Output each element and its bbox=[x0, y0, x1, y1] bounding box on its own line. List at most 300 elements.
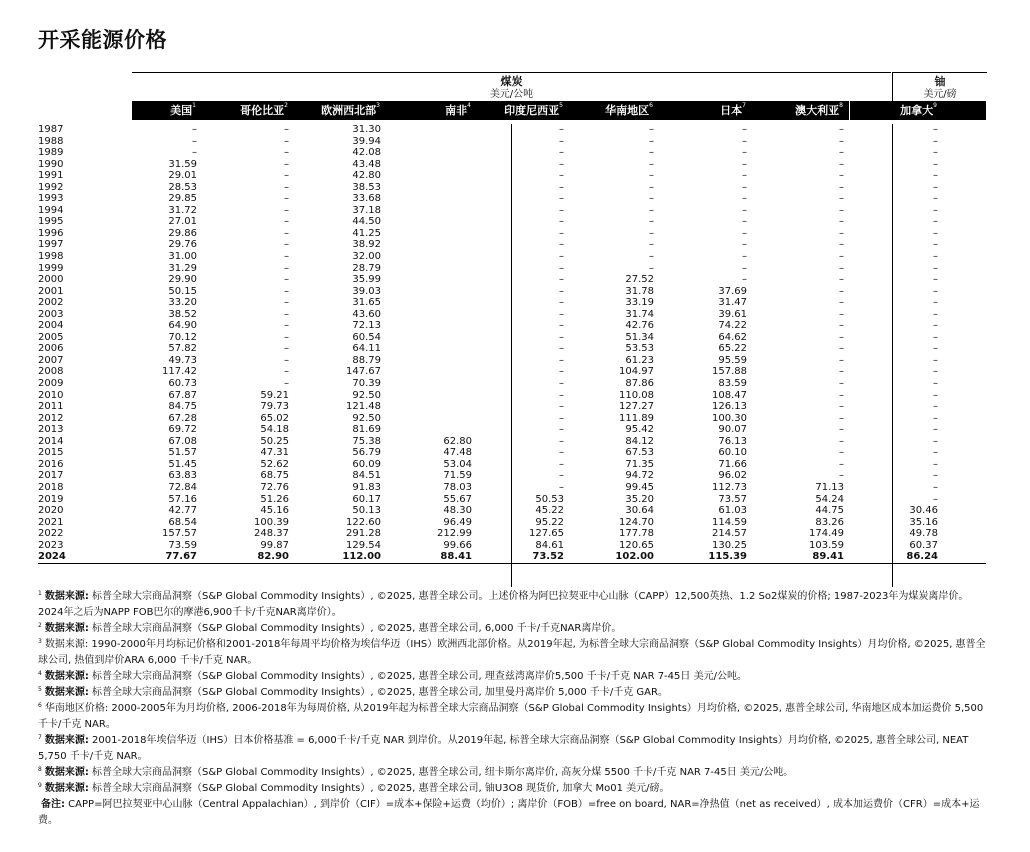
value-cell bbox=[386, 378, 477, 390]
value-cell: – bbox=[933, 181, 938, 193]
value-cell bbox=[386, 263, 477, 275]
year-cell: 2021 bbox=[38, 516, 64, 528]
value-cell: 64.62 bbox=[718, 331, 747, 343]
value-cell bbox=[386, 274, 477, 286]
value-cell: – bbox=[559, 193, 564, 205]
value-cell: – bbox=[839, 135, 844, 147]
footnote-number: 7 bbox=[38, 734, 42, 741]
value-cell bbox=[386, 366, 477, 378]
value-cell: 157.57 bbox=[162, 528, 197, 540]
table-row bbox=[38, 494, 986, 506]
year-cell: 2012 bbox=[38, 412, 64, 424]
value-cell: – bbox=[559, 435, 564, 447]
value-cell: 39.61 bbox=[718, 308, 747, 320]
value-cell: 83.26 bbox=[815, 516, 844, 528]
value-cell: 39.03 bbox=[352, 285, 381, 297]
value-cell: – bbox=[742, 239, 747, 251]
price-table bbox=[38, 124, 986, 564]
table-row bbox=[38, 170, 986, 182]
value-cell: 90.07 bbox=[718, 424, 747, 436]
value-cell: – bbox=[839, 366, 844, 378]
value-cell: 42.76 bbox=[625, 320, 654, 332]
value-cell: 47.31 bbox=[260, 447, 289, 459]
year-cell: 1992 bbox=[38, 181, 64, 193]
value-cell: – bbox=[192, 147, 197, 159]
value-cell: 65.22 bbox=[718, 343, 747, 355]
value-cell bbox=[386, 413, 477, 425]
value-cell: 248.37 bbox=[254, 528, 289, 540]
value-cell: 50.53 bbox=[535, 493, 564, 505]
value-cell: 73.57 bbox=[718, 493, 747, 505]
column-header-note: 8 bbox=[839, 102, 843, 109]
value-cell: 38.53 bbox=[352, 181, 381, 193]
value-cell: 117.42 bbox=[162, 366, 197, 378]
value-cell: 174.49 bbox=[809, 528, 844, 540]
column-header-note: 1 bbox=[192, 102, 196, 109]
value-cell: 104.97 bbox=[619, 366, 654, 378]
value-cell: – bbox=[649, 124, 654, 135]
value-cell: 127.27 bbox=[619, 401, 654, 413]
footnote-number: 9 bbox=[38, 782, 42, 789]
value-cell: – bbox=[559, 239, 564, 251]
value-cell: – bbox=[649, 193, 654, 205]
value-cell: 87.86 bbox=[625, 378, 654, 390]
value-cell: – bbox=[284, 262, 289, 274]
value-cell: – bbox=[933, 227, 938, 239]
value-cell: 92.50 bbox=[352, 389, 381, 401]
value-cell: – bbox=[839, 447, 844, 459]
value-cell: – bbox=[559, 170, 564, 182]
value-cell: – bbox=[559, 147, 564, 159]
year-cell: 2015 bbox=[38, 447, 64, 459]
year-cell: 2019 bbox=[38, 493, 64, 505]
value-cell: – bbox=[284, 170, 289, 182]
value-cell: – bbox=[284, 204, 289, 216]
value-cell: – bbox=[933, 320, 938, 332]
value-cell: 37.69 bbox=[718, 285, 747, 297]
footnote bbox=[38, 765, 986, 781]
column-header-label: 印度尼西亚 bbox=[504, 104, 560, 117]
value-cell: 88.41 bbox=[440, 551, 472, 563]
value-cell: – bbox=[559, 251, 564, 263]
value-cell: 115.39 bbox=[708, 551, 747, 563]
value-cell: 61.03 bbox=[718, 505, 747, 517]
value-cell: 45.16 bbox=[260, 505, 289, 517]
value-cell: 88.79 bbox=[352, 354, 381, 366]
value-cell: – bbox=[839, 297, 844, 309]
value-cell: 60.10 bbox=[718, 447, 747, 459]
value-cell: – bbox=[649, 158, 654, 170]
value-cell: – bbox=[742, 135, 747, 147]
value-cell: 67.08 bbox=[168, 435, 197, 447]
value-cell: – bbox=[559, 331, 564, 343]
value-cell: – bbox=[742, 216, 747, 228]
value-cell: 31.65 bbox=[352, 297, 381, 309]
year-cell: 1993 bbox=[38, 193, 64, 205]
value-cell: 214.57 bbox=[712, 528, 747, 540]
value-cell: – bbox=[284, 251, 289, 263]
table-row bbox=[38, 136, 986, 148]
value-cell: – bbox=[284, 216, 289, 228]
value-cell: – bbox=[933, 481, 938, 493]
value-cell: 31.59 bbox=[168, 158, 197, 170]
footnote-number: 4 bbox=[38, 670, 42, 677]
value-cell: – bbox=[649, 239, 654, 251]
value-cell: – bbox=[559, 262, 564, 274]
value-cell bbox=[386, 228, 477, 240]
value-cell: 78.03 bbox=[443, 481, 472, 493]
value-cell: 38.52 bbox=[168, 308, 197, 320]
value-cell: – bbox=[192, 124, 197, 135]
value-cell: 129.54 bbox=[346, 539, 381, 551]
table-row bbox=[38, 228, 986, 240]
value-cell: – bbox=[839, 204, 844, 216]
footnote-number: 3 bbox=[38, 638, 42, 645]
value-cell: – bbox=[559, 308, 564, 320]
value-cell: 68.75 bbox=[260, 470, 289, 482]
year-cell: 2009 bbox=[38, 378, 64, 390]
value-cell: – bbox=[839, 412, 844, 424]
value-cell: 57.82 bbox=[168, 343, 197, 355]
value-cell: 50.15 bbox=[168, 285, 197, 297]
value-cell: 126.13 bbox=[712, 401, 747, 413]
value-cell: 67.28 bbox=[168, 412, 197, 424]
value-cell: 49.78 bbox=[909, 528, 938, 540]
column-header-label: 日本 bbox=[720, 104, 743, 117]
value-cell: – bbox=[284, 135, 289, 147]
value-cell: 127.65 bbox=[529, 528, 564, 540]
value-cell: 42.77 bbox=[168, 505, 197, 517]
value-cell: 56.79 bbox=[352, 447, 381, 459]
value-cell: – bbox=[649, 147, 654, 159]
value-cell: – bbox=[839, 435, 844, 447]
year-cell: 2022 bbox=[38, 528, 64, 540]
value-cell: – bbox=[284, 193, 289, 205]
value-cell: – bbox=[559, 158, 564, 170]
footnotes bbox=[38, 589, 986, 829]
value-cell: 73.52 bbox=[532, 551, 564, 563]
value-cell: 48.30 bbox=[443, 505, 472, 517]
value-cell: 108.47 bbox=[712, 389, 747, 401]
value-cell: – bbox=[933, 424, 938, 436]
value-cell: 71.35 bbox=[625, 458, 654, 470]
value-cell: 60.73 bbox=[168, 378, 197, 390]
value-cell: 74.22 bbox=[718, 320, 747, 332]
table-row bbox=[38, 528, 986, 540]
value-cell: – bbox=[839, 389, 844, 401]
value-cell: 71.59 bbox=[443, 470, 472, 482]
value-cell: 31.30 bbox=[352, 124, 381, 135]
value-cell: 99.87 bbox=[260, 539, 289, 551]
value-cell: – bbox=[839, 401, 844, 413]
value-cell: 103.59 bbox=[809, 539, 844, 551]
footnote bbox=[38, 589, 986, 621]
value-cell: 157.88 bbox=[712, 366, 747, 378]
value-cell: – bbox=[284, 354, 289, 366]
value-cell: 35.99 bbox=[352, 274, 381, 286]
value-cell: – bbox=[933, 343, 938, 355]
column-header bbox=[752, 101, 849, 120]
value-cell: 54.18 bbox=[260, 424, 289, 436]
table-row bbox=[38, 459, 986, 471]
year-cell: 2000 bbox=[38, 274, 64, 286]
footnote bbox=[38, 685, 986, 701]
year-cell: 2017 bbox=[38, 470, 64, 482]
year-cell: 1991 bbox=[38, 170, 64, 182]
value-cell: – bbox=[559, 181, 564, 193]
value-cell: – bbox=[284, 147, 289, 159]
value-cell bbox=[386, 401, 477, 413]
value-cell: – bbox=[559, 297, 564, 309]
footnote-label: 数据来源: bbox=[44, 687, 89, 698]
value-cell bbox=[386, 216, 477, 228]
year-cell: 2023 bbox=[38, 539, 64, 551]
value-cell: 83.59 bbox=[718, 378, 747, 390]
value-cell: – bbox=[933, 435, 938, 447]
value-cell: 64.11 bbox=[352, 343, 381, 355]
value-cell: 35.16 bbox=[909, 516, 938, 528]
footnote-label: 数据来源: bbox=[44, 783, 89, 794]
table-row bbox=[38, 517, 986, 529]
value-cell: 37.18 bbox=[352, 204, 381, 216]
value-cell: – bbox=[839, 158, 844, 170]
value-cell bbox=[386, 170, 477, 182]
value-cell: 30.64 bbox=[625, 505, 654, 517]
value-cell: – bbox=[839, 181, 844, 193]
year-cell: 1988 bbox=[38, 135, 64, 147]
coal-group-header bbox=[132, 72, 891, 104]
value-cell: – bbox=[192, 135, 197, 147]
column-divider-south-africa bbox=[511, 124, 512, 587]
value-cell: 31.29 bbox=[168, 262, 197, 274]
year-cell: 2014 bbox=[38, 435, 64, 447]
value-cell: – bbox=[839, 227, 844, 239]
year-cell: 2001 bbox=[38, 285, 64, 297]
value-cell: 44.75 bbox=[815, 505, 844, 517]
table-row bbox=[38, 274, 986, 286]
footnote-label: 数据来源: bbox=[44, 623, 89, 634]
value-cell: 41.25 bbox=[352, 227, 381, 239]
value-cell: – bbox=[933, 389, 938, 401]
year-cell: 1997 bbox=[38, 239, 64, 251]
value-cell: – bbox=[933, 285, 938, 297]
value-cell: 100.30 bbox=[712, 412, 747, 424]
table-row bbox=[38, 343, 986, 355]
value-cell: – bbox=[933, 366, 938, 378]
value-cell: 53.53 bbox=[625, 343, 654, 355]
value-cell: – bbox=[742, 274, 747, 286]
value-cell: – bbox=[742, 181, 747, 193]
value-cell: 33.19 bbox=[625, 297, 654, 309]
value-cell: 112.73 bbox=[712, 481, 747, 493]
value-cell: 71.66 bbox=[718, 458, 747, 470]
value-cell bbox=[386, 286, 477, 298]
footnote-text: 标普全球大宗商品洞察（S&P Global Commodity Insights）, ©2025, 惠普全球公司, 加里曼丹离岸价 5,000 千卡/千克 GAR。 bbox=[88, 687, 668, 698]
value-cell: 70.12 bbox=[168, 331, 197, 343]
value-cell: 55.67 bbox=[443, 493, 472, 505]
value-cell bbox=[386, 124, 477, 136]
year-cell: 2008 bbox=[38, 366, 64, 378]
value-cell: – bbox=[649, 181, 654, 193]
value-cell: – bbox=[933, 239, 938, 251]
value-cell: – bbox=[742, 147, 747, 159]
value-cell bbox=[386, 251, 477, 263]
value-cell: – bbox=[559, 389, 564, 401]
value-cell: 35.20 bbox=[625, 493, 654, 505]
value-cell: 77.67 bbox=[165, 551, 197, 563]
value-cell: – bbox=[284, 331, 289, 343]
year-cell: 2004 bbox=[38, 320, 64, 332]
value-cell: 29.76 bbox=[168, 239, 197, 251]
value-cell: – bbox=[559, 412, 564, 424]
value-cell: 63.83 bbox=[168, 470, 197, 482]
value-cell: – bbox=[933, 297, 938, 309]
footnote-label: 数据来源: bbox=[44, 591, 89, 602]
value-cell: 53.04 bbox=[443, 458, 472, 470]
value-cell: – bbox=[839, 251, 844, 263]
value-cell: – bbox=[559, 458, 564, 470]
column-header-row bbox=[132, 101, 986, 120]
value-cell: 31.00 bbox=[168, 251, 197, 263]
value-cell: – bbox=[933, 251, 938, 263]
value-cell: 50.25 bbox=[260, 435, 289, 447]
value-cell: 45.22 bbox=[535, 505, 564, 517]
value-cell: 62.80 bbox=[443, 435, 472, 447]
year-cell: 1995 bbox=[38, 216, 64, 228]
value-cell: – bbox=[933, 493, 938, 505]
value-cell: 95.59 bbox=[718, 354, 747, 366]
value-cell: 61.23 bbox=[625, 354, 654, 366]
value-cell: 43.60 bbox=[352, 308, 381, 320]
footnote bbox=[38, 621, 986, 637]
value-cell: – bbox=[933, 354, 938, 366]
footnote-number: 2 bbox=[38, 622, 42, 629]
value-cell: 60.09 bbox=[352, 458, 381, 470]
value-cell: – bbox=[559, 285, 564, 297]
value-cell: – bbox=[559, 424, 564, 436]
value-cell: – bbox=[933, 378, 938, 390]
value-cell: – bbox=[933, 401, 938, 413]
value-cell: 51.26 bbox=[260, 493, 289, 505]
table-row bbox=[38, 390, 986, 402]
value-cell: 52.62 bbox=[260, 458, 289, 470]
value-cell: 100.39 bbox=[254, 516, 289, 528]
table-row bbox=[38, 470, 986, 482]
year-cell: 2013 bbox=[38, 424, 64, 436]
year-cell: 2018 bbox=[38, 481, 64, 493]
footnote bbox=[38, 797, 986, 829]
value-cell: – bbox=[284, 343, 289, 355]
value-cell: 73.59 bbox=[168, 539, 197, 551]
table-row bbox=[38, 286, 986, 298]
page-title: 开采能源价格 bbox=[38, 28, 167, 52]
value-cell: 121.48 bbox=[346, 401, 381, 413]
value-cell: 111.89 bbox=[619, 412, 654, 424]
value-cell: 124.70 bbox=[619, 516, 654, 528]
value-cell bbox=[386, 355, 477, 367]
value-cell: 91.83 bbox=[352, 481, 381, 493]
value-cell: – bbox=[933, 447, 938, 459]
value-cell: 177.78 bbox=[619, 528, 654, 540]
footnote bbox=[38, 781, 986, 797]
value-cell: – bbox=[933, 170, 938, 182]
value-cell: 84.12 bbox=[625, 435, 654, 447]
year-cell: 1998 bbox=[38, 251, 64, 263]
value-cell bbox=[386, 159, 477, 171]
value-cell: – bbox=[933, 470, 938, 482]
value-cell: 120.65 bbox=[619, 539, 654, 551]
value-cell: – bbox=[284, 158, 289, 170]
table-row bbox=[38, 413, 986, 425]
year-cell: 2007 bbox=[38, 354, 64, 366]
value-cell: – bbox=[559, 227, 564, 239]
value-cell: 84.61 bbox=[535, 539, 564, 551]
value-cell: 130.25 bbox=[712, 539, 747, 551]
value-cell: 72.84 bbox=[168, 481, 197, 493]
year-cell: 1990 bbox=[38, 158, 64, 170]
value-cell: 95.42 bbox=[625, 424, 654, 436]
value-cell: – bbox=[839, 216, 844, 228]
year-cell: 1996 bbox=[38, 227, 64, 239]
footnote-text: 华南地区价格: 2000-2005年为月均价格, 2006-2018年为每周价格, 从2019年起为标普全球大宗商品洞察（S&P Global Commodity Insights）月均价格, ©2025, 惠普全球公司, 华南地区成本加运费价 5,500千卡/千克 NAR。 bbox=[38, 703, 984, 730]
value-cell: 99.66 bbox=[443, 539, 472, 551]
value-cell: – bbox=[742, 251, 747, 263]
value-cell: – bbox=[284, 320, 289, 332]
column-header-label: 华南地区 bbox=[605, 104, 650, 117]
footnote bbox=[38, 733, 986, 765]
footnote-number: 5 bbox=[38, 686, 42, 693]
value-cell: 212.99 bbox=[437, 528, 472, 540]
value-cell: 89.41 bbox=[812, 551, 844, 563]
value-cell: – bbox=[559, 274, 564, 286]
value-cell: 70.39 bbox=[352, 378, 381, 390]
value-cell: 76.13 bbox=[718, 435, 747, 447]
column-header-label: 哥伦比亚 bbox=[240, 104, 285, 117]
value-cell: 27.52 bbox=[625, 274, 654, 286]
value-cell: 72.13 bbox=[352, 320, 381, 332]
value-cell: – bbox=[559, 343, 564, 355]
value-cell: 31.72 bbox=[168, 204, 197, 216]
value-cell: – bbox=[649, 204, 654, 216]
value-cell: 94.72 bbox=[625, 470, 654, 482]
value-cell: – bbox=[559, 124, 564, 135]
value-cell: – bbox=[839, 274, 844, 286]
value-cell: 72.76 bbox=[260, 481, 289, 493]
value-cell: – bbox=[649, 135, 654, 147]
table-row bbox=[38, 401, 986, 413]
value-cell: 69.72 bbox=[168, 424, 197, 436]
value-cell: – bbox=[839, 239, 844, 251]
value-cell: – bbox=[742, 262, 747, 274]
footnote-text: 标普全球大宗商品洞察（S&P Global Commodity Insights）, ©2025, 惠普全球公司, 铀U3O8 现货价, 加拿大 Mo01 美元/磅。 bbox=[88, 783, 670, 794]
value-cell: – bbox=[933, 147, 938, 159]
value-cell: – bbox=[284, 274, 289, 286]
value-cell: 64.90 bbox=[168, 320, 197, 332]
value-cell: 29.86 bbox=[168, 227, 197, 239]
value-cell: – bbox=[839, 331, 844, 343]
table-row bbox=[38, 447, 986, 459]
table-row bbox=[38, 147, 986, 159]
footnote-text: 2001-2018年埃信华迈（IHS）日本价格基准 = 6,000千卡/千克 NAR 到岸价。从2019年起, 标普全球大宗商品洞察（S&P Global Commodity Insights）月均价格, ©2025, 惠普全球公司, NEAT 5,750 千卡/千克 NAR。 bbox=[38, 735, 969, 762]
value-cell: 147.67 bbox=[346, 366, 381, 378]
value-cell: – bbox=[839, 308, 844, 320]
value-cell: 67.87 bbox=[168, 389, 197, 401]
value-cell: 112.00 bbox=[342, 551, 381, 563]
value-cell: – bbox=[649, 262, 654, 274]
value-cell: – bbox=[933, 193, 938, 205]
column-header-label: 南非 bbox=[445, 104, 468, 117]
value-cell: – bbox=[839, 193, 844, 205]
